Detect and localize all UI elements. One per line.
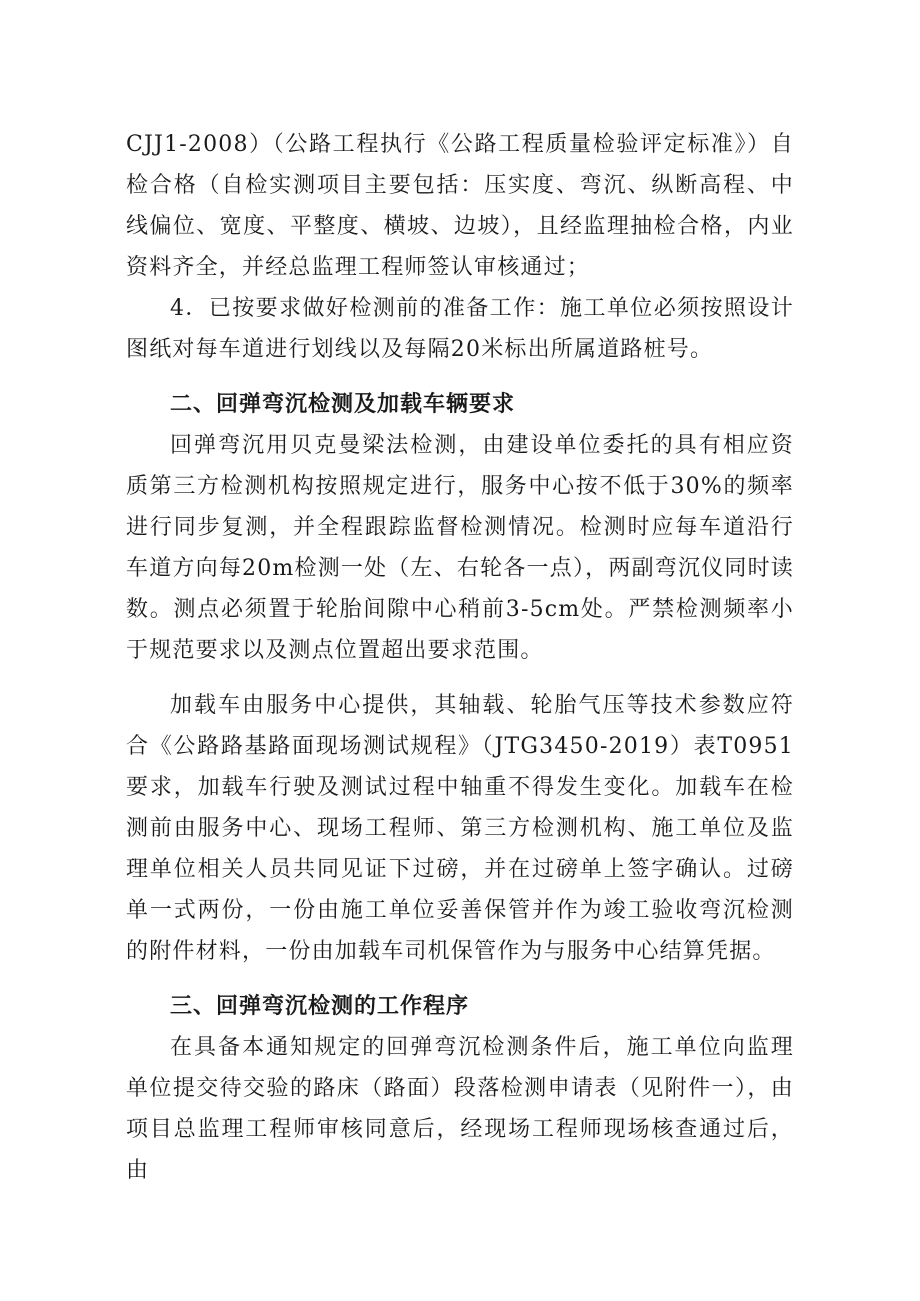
document-body bbox=[126, 124, 794, 1191]
paragraph-work-procedure: 在具备本通知规定的回弹弯沉检测条件后，施工单位向监理单位提交待交验的路床（路面）段落检测申请表（见附件一），由项目总监理工程师审核同意后，经现场工程师现场核查通过后，由 bbox=[126, 1035, 794, 1183]
paragraph-preparation-work: 4．已按要求做好检测前的准备工作：施工单位必须按照设计图纸对每车道进行划线以及每隔20米标出所属道路桩号。 bbox=[126, 296, 794, 362]
section-heading-2: 二、回弹弯沉检测及加载车辆要求 bbox=[170, 392, 516, 417]
paragraph-deflection-method: 回弹弯沉用贝克曼梁法检测，由建设单位委托的具有相应资质第三方检测机构按照规定进行，服务中心按不低于30%的频率进行同步复测，并全程跟踪监督检测情况。检测时应每车道沿行车道方向每20m检测一处（左、右轮各一点），两副弯沉仪同时读数。测点必须置于轮胎间隙中心稍前3-5cm处。严禁检测频率小于规范要求以及测点位置超出要求范围。 bbox=[126, 433, 794, 663]
paragraph-acceptance-conditions: CJJ1-2008）（公路工程执行《公路工程质量检验评定标准》）自检合格（自检实测项目主要包括：压实度、弯沉、纵断高程、中线偏位、宽度、平整度、横坡、边坡），且经监理抽检合格，内业资料齐全，并经总监理工程师签认审核通过； bbox=[126, 132, 794, 280]
section-heading-3: 三、回弹弯沉检测的工作程序 bbox=[170, 994, 470, 1019]
paragraph-loading-vehicle: 加载车由服务中心提供，其轴载、轮胎气压等技术参数应符合《公路路基路面现场测试规程》（JTG3450-2019）表T0951要求，加载车行驶及测试过程中轴重不得发生变化。加载车在检测前由服务中心、现场工程师、第三方检测机构、施工单位及监理单位相关人员共同见证下过磅，并在过磅单上签字确认。过磅单一式两份，一份由施工单位妥善保管并作为竣工验收弯沉检测的附件材料，一份由加载车司机保管作为与服务中心结算凭据。 bbox=[126, 693, 794, 964]
